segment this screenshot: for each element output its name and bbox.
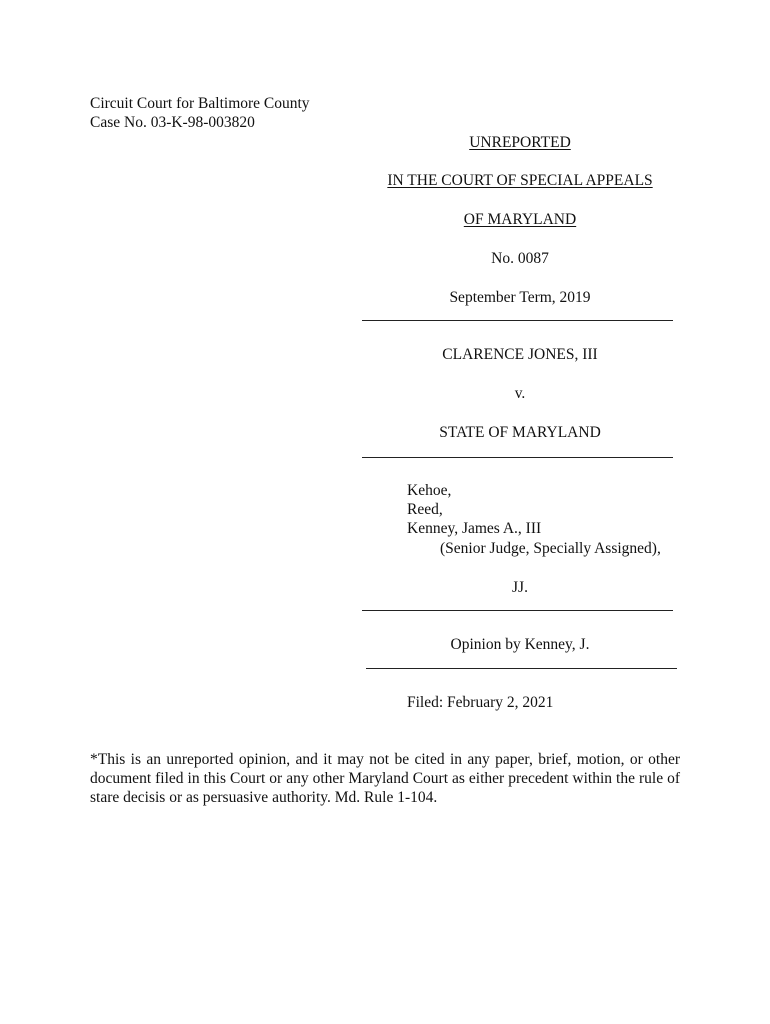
unreported-opinion-footnote: *This is an unreported opinion, and it may not be cited in any paper, brief, motion, or other document filed in this Court or any other Maryland Court as either precedent within the rule of stare decisis or as persuasive authority. Md. Rule 1-104.: [90, 751, 680, 806]
judge-designation-note: (Senior Judge, Specially Assigned),: [440, 540, 661, 557]
circuit-court-line: Circuit Court for Baltimore County: [90, 95, 310, 112]
court-name-line-1: IN THE COURT OF SPECIAL APPEALS: [387, 172, 653, 189]
appellee-name: STATE OF MARYLAND: [439, 424, 601, 441]
divider-rule: [362, 320, 673, 321]
unreported-heading: UNREPORTED: [469, 134, 571, 151]
docket-number: No. 0087: [491, 250, 549, 267]
term-line: September Term, 2019: [449, 289, 591, 306]
divider-rule: [362, 457, 673, 458]
case-number-line: Case No. 03-K-98-003820: [90, 114, 255, 131]
court-name-line-2: OF MARYLAND: [463, 211, 577, 228]
judge-name: Reed,: [407, 501, 443, 518]
judges-suffix: JJ.: [512, 579, 528, 596]
judge-name: Kenney, James A., III: [407, 520, 542, 537]
divider-rule: [362, 610, 673, 611]
filed-date: Filed: February 2, 2021: [407, 694, 554, 711]
appellant-name: CLARENCE JONES, III: [442, 346, 598, 363]
judge-name: Kehoe,: [407, 482, 452, 499]
opinion-author: Opinion by Kenney, J.: [450, 636, 590, 653]
versus-label: v.: [514, 385, 526, 402]
divider-rule: [366, 668, 677, 669]
